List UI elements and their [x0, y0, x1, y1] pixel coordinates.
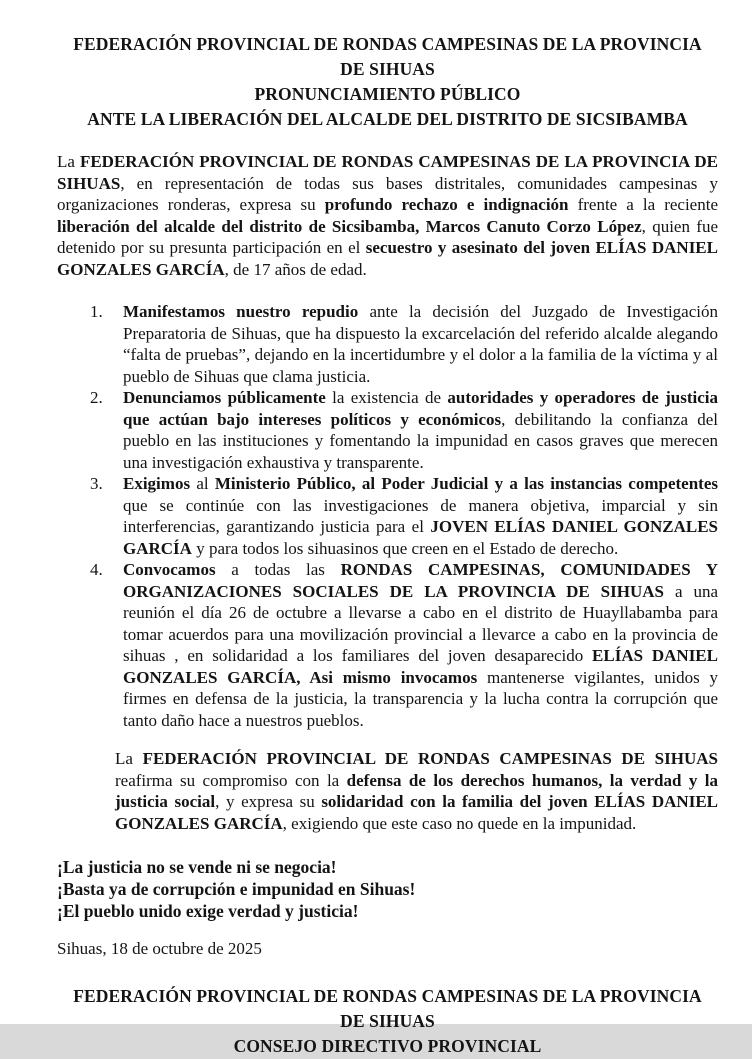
list-item-2 — [90, 387, 718, 473]
footer-line-council: CONSEJO DIRECTIVO PROVINCIAL — [233, 1035, 542, 1056]
item-text-2: Denunciamos públicamente la existencia de autoridades y operadores de justicia que actúan bajo intereses políticos y económicos, debilitando la confianza del pueblo en las instituciones y fomentando la impunidad en casos graves que merecen una investigación exhaustiva y transparente. — [123, 388, 719, 472]
item-text-3: Exigimos al Ministerio Público, al Poder Judicial y a las instancias competentes que se continúe con las investigaciones de manera objetiva, imparcial y sin interferencias, garantizando justicia para el JOVEN ELÍAS DANIEL GONZALES GARCÍA y para todos los sihuasinos que creen en el Estado de derecho. — [123, 474, 718, 558]
slogans-block — [57, 856, 718, 922]
slogan-line-1: ¡La justicia no se vende ni se negocia! — [57, 857, 337, 877]
item-number-4: 4. — [90, 560, 103, 579]
slogan-line-3: ¡El pueblo unido exige verdad y justicia! — [57, 901, 359, 921]
footer-line-org: FEDERACIÓN PROVINCIAL DE RONDAS CAMPESINAS DE LA PROVINCIA — [73, 985, 702, 1006]
item-number-2: 2. — [90, 388, 103, 407]
pronouncement-list — [57, 301, 718, 731]
title-line-pronouncement: PRONUNCIAMIENTO PÚBLICO — [254, 84, 521, 104]
list-item-3 — [90, 473, 718, 559]
dateline: Sihuas, 18 de octubre de 2025 — [57, 939, 262, 958]
list-item-4 — [90, 559, 718, 731]
item-number-1: 1. — [90, 302, 103, 321]
footer-line-org-2: DE SIHUAS — [340, 1010, 435, 1031]
document-title — [57, 32, 718, 132]
slogan-line-2: ¡Basta ya de corrupción e impunidad en Sihuas! — [57, 879, 416, 899]
intro-paragraph: La FEDERACIÓN PROVINCIAL DE RONDAS CAMPESINAS DE LA PROVINCIA DE SIHUAS, en representación de todas sus bases distritales, comunidades campesinas y organizaciones ronderas, expresa su profundo rechazo e indignación frente a la reciente liberación del alcalde del distrito de Sicsibamba, Marcos Canuto Corzo López, quien fue detenido por su presunta participación en el secuestro y asesinato del joven ELÍAS DANIEL GONZALES GARCÍA, de 17 años de edad. — [57, 152, 718, 279]
document-footer — [57, 984, 718, 1059]
item-text-4: Convocamos a todas las RONDAS CAMPESINAS, COMUNIDADES Y ORGANIZACIONES SOCIALES DE LA PROVINCIA DE SIHUAS a una reunión el día 26 de octubre a llevarse a cabo en el distrito de Huayllabamba para tomar acuerdos para una movilización provincial a llevarce a cabo en la provincia de sihuas , en solidaridad a los familiares del joven desaparecido ELÍAS DANIEL GONZALES GARCÍA, Asi mismo invocamos mantenerse vigilantes, unidos y firmes en defensa de la justicia, la transparencia y la lucha contra la corrupción que tanto daño hace a nuestros pueblos. — [123, 560, 719, 730]
list-item-1 — [90, 301, 718, 387]
title-line-org-2: DE SIHUAS — [340, 59, 435, 79]
item-text-1: Manifestamos nuestro repudio ante la decisión del Juzgado de Investigación Preparatoria de Sihuas, que ha dispuesto la excarcelación del referido alcalde alegando “falta de pruebas”, dejando en la incertidumbre y el dolor a la familia de la víctima y al pueblo de Sihuas que clama justicia. — [123, 302, 718, 386]
item-number-3: 3. — [90, 474, 103, 493]
title-line-org: FEDERACIÓN PROVINCIAL DE RONDAS CAMPESINAS DE LA PROVINCIA — [73, 34, 702, 54]
title-line-subject: ANTE LA LIBERACIÓN DEL ALCALDE DEL DISTRITO DE SICSIBAMBA — [87, 109, 688, 129]
closing-paragraph: La FEDERACIÓN PROVINCIAL DE RONDAS CAMPESINAS DE SIHUAS reafirma su compromiso con la defensa de los derechos humanos, la verdad y la justicia social, y expresa su solidaridad con la familia del joven ELÍAS DANIEL GONZALES GARCÍA, exigiendo que este caso no quede en la impunidad. — [115, 749, 718, 833]
